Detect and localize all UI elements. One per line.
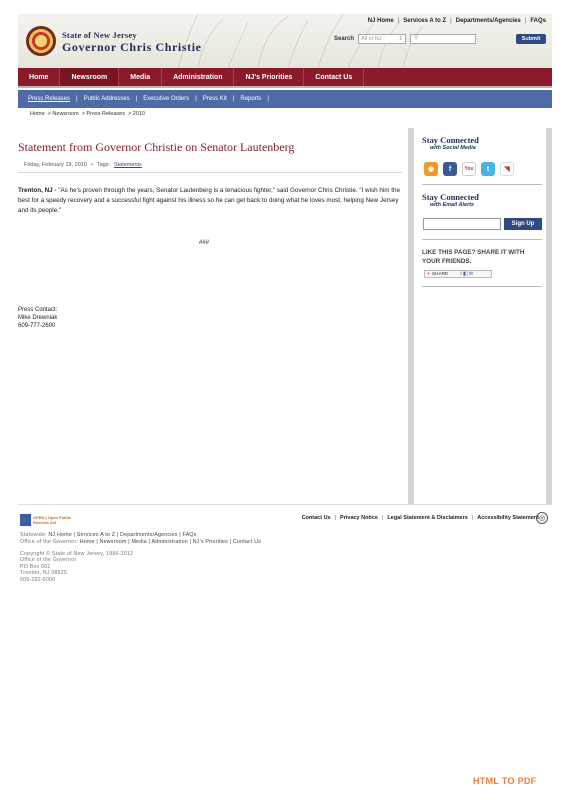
twitter-icon[interactable]: t [481, 162, 495, 176]
article-text: "As he's proven through the years, Senator Lautenberg is a tenacious fighter," said Governor Chris Christie. "I wish him the best for a speedy recovery and a successful fight against his illness so he can get back to doing what he loves most, helping New Jersey and its people." [18, 187, 401, 214]
search-icon: ⚲ [414, 35, 419, 41]
footer-address [20, 551, 133, 583]
plus-icon: + [427, 271, 430, 277]
facebook-icon[interactable]: f [443, 162, 457, 176]
divider [422, 184, 542, 185]
util-link-departments[interactable]: Departments/Agencies [455, 18, 521, 24]
search-submit-button[interactable]: Submit [516, 34, 546, 44]
footer-office [20, 539, 261, 545]
footer-accessibility[interactable]: Accessibility Statement [477, 515, 539, 521]
divider [422, 239, 542, 240]
search-bar [334, 34, 546, 44]
site-title-line2: Governor Chris Christie [62, 40, 202, 54]
statewide-links[interactable]: NJ Home | Services A to Z | Departments/Agencies | FAQs [48, 532, 197, 538]
search-scope-value: All of NJ [361, 36, 382, 42]
subnav-executive-orders[interactable]: Executive Orders [143, 96, 190, 102]
site-title-line1: State of New Jersey [62, 30, 137, 40]
article-body [18, 186, 402, 216]
share-label: SHARE [431, 271, 449, 277]
article-date: Friday, February 19, 2010 [24, 162, 87, 168]
footer-contact[interactable]: Contact Us [301, 515, 331, 521]
youtube-icon[interactable]: You [462, 162, 476, 176]
opra-text: OPRA | Open Public Records Act [32, 515, 72, 525]
social-icons [424, 162, 514, 176]
footer-links: Contact Us | Privacy Notice | Legal Statement & Disclaimers | Accessibility Statement [301, 515, 539, 521]
footer-statewide [20, 532, 197, 538]
nav-priorities[interactable]: NJ's Priorities [234, 68, 304, 86]
nav-media[interactable]: Media [119, 68, 162, 86]
press-contact [18, 306, 57, 330]
email-title: Stay Connected [422, 192, 479, 202]
search-input[interactable] [410, 34, 476, 44]
page-title: Statement from Governor Christie on Senator Lautenberg [18, 140, 295, 154]
accessibility-icon[interactable]: ◎ [536, 512, 548, 524]
address-line: 609-292-6000 [20, 576, 56, 583]
social-title: Stay Connected [422, 135, 479, 145]
sidebar [408, 128, 552, 504]
nav-newsroom[interactable]: Newsroom [60, 68, 119, 86]
subnav-press-releases[interactable]: Press Releases [28, 96, 71, 102]
nav-contact[interactable]: Contact Us [304, 68, 364, 86]
nav-administration[interactable]: Administration [162, 68, 234, 86]
copyright: Copyright © State of New Jersey, 1996-2012 [20, 551, 134, 557]
contact-name: Mike Drewniak [18, 315, 58, 321]
share-service-icons: f ◧ ✉ [460, 271, 473, 277]
chevron-updown-icon: ⇕ [398, 36, 403, 42]
footer-privacy[interactable]: Privacy Notice [340, 515, 378, 521]
util-link-faqs[interactable]: FAQs [530, 18, 546, 24]
util-link-services[interactable]: Services A to Z [403, 18, 447, 24]
dateline: Trenton, NJ - [18, 187, 57, 194]
breadcrumb-home[interactable]: Home [30, 111, 45, 117]
watermark: HTML TO PDF [473, 776, 537, 786]
sidebar-panel [414, 128, 546, 504]
end-mark: ### [199, 240, 210, 246]
site-header [18, 14, 552, 68]
breadcrumb-year[interactable]: > 2010 [127, 111, 145, 117]
contact-label: Press Contact: [18, 307, 58, 313]
breadcrumb [30, 111, 145, 117]
sub-nav: Press Releases | Public Addresses | Executive Orders | Press Kit | Reports | [18, 90, 552, 108]
address-line: Office of the Governor [20, 557, 77, 564]
address-line: PO Box 001 [20, 563, 51, 570]
email-field[interactable] [423, 218, 501, 230]
site-title[interactable] [62, 30, 202, 55]
search-scope-select[interactable] [358, 34, 406, 44]
tags-label: Tags: [96, 162, 110, 168]
footer-divider [18, 504, 552, 505]
nav-home[interactable]: Home [18, 68, 60, 86]
email-subtitle: with Email Alerts [430, 202, 475, 208]
share-button[interactable] [424, 270, 492, 278]
divider [422, 286, 542, 287]
nj-seal-logo[interactable] [26, 26, 56, 56]
article-meta [24, 162, 142, 168]
tag-link[interactable]: Statements [113, 162, 142, 168]
footer-legal[interactable]: Legal Statement & Disclaimers [387, 515, 468, 521]
office-links[interactable]: Home | Newsroom | Media | Administration | NJ's Priorities | Contact Us [79, 539, 262, 545]
utility-links: NJ Home | Services A to Z | Departments/Agencies | FAQs [367, 18, 546, 24]
share-prompt: LIKE THIS PAGE? SHARE IT WITH YOUR FRIENDS. [422, 249, 525, 265]
rss-icon[interactable]: ◉ [424, 162, 438, 176]
address-line: Trenton, NJ 08625 [20, 570, 68, 577]
opra-logo[interactable] [20, 513, 82, 527]
contact-phone: 609-777-2600 [18, 323, 56, 329]
social-subtitle: with Social Media [430, 145, 476, 151]
flickr-icon[interactable]: ◥ [500, 162, 514, 176]
statewide-label: Statewide: [20, 532, 47, 538]
util-link-nj-home[interactable]: NJ Home [367, 18, 394, 24]
divider [18, 172, 402, 173]
subnav-public-addresses[interactable]: Public Addresses [83, 96, 130, 102]
breadcrumb-press-releases[interactable]: > Press Releases [81, 111, 125, 117]
search-label: Search [333, 36, 354, 42]
main-nav [18, 68, 552, 88]
subnav-reports[interactable]: Reports [240, 96, 262, 102]
subnav-press-kit[interactable]: Press Kit [202, 96, 227, 102]
signup-button[interactable]: Sign Up [504, 218, 542, 230]
opra-icon [20, 514, 31, 526]
office-label: Office of the Governor: [20, 539, 79, 545]
breadcrumb-newsroom[interactable]: > Newsroom [47, 111, 79, 117]
bullet-icon: • [90, 162, 93, 168]
